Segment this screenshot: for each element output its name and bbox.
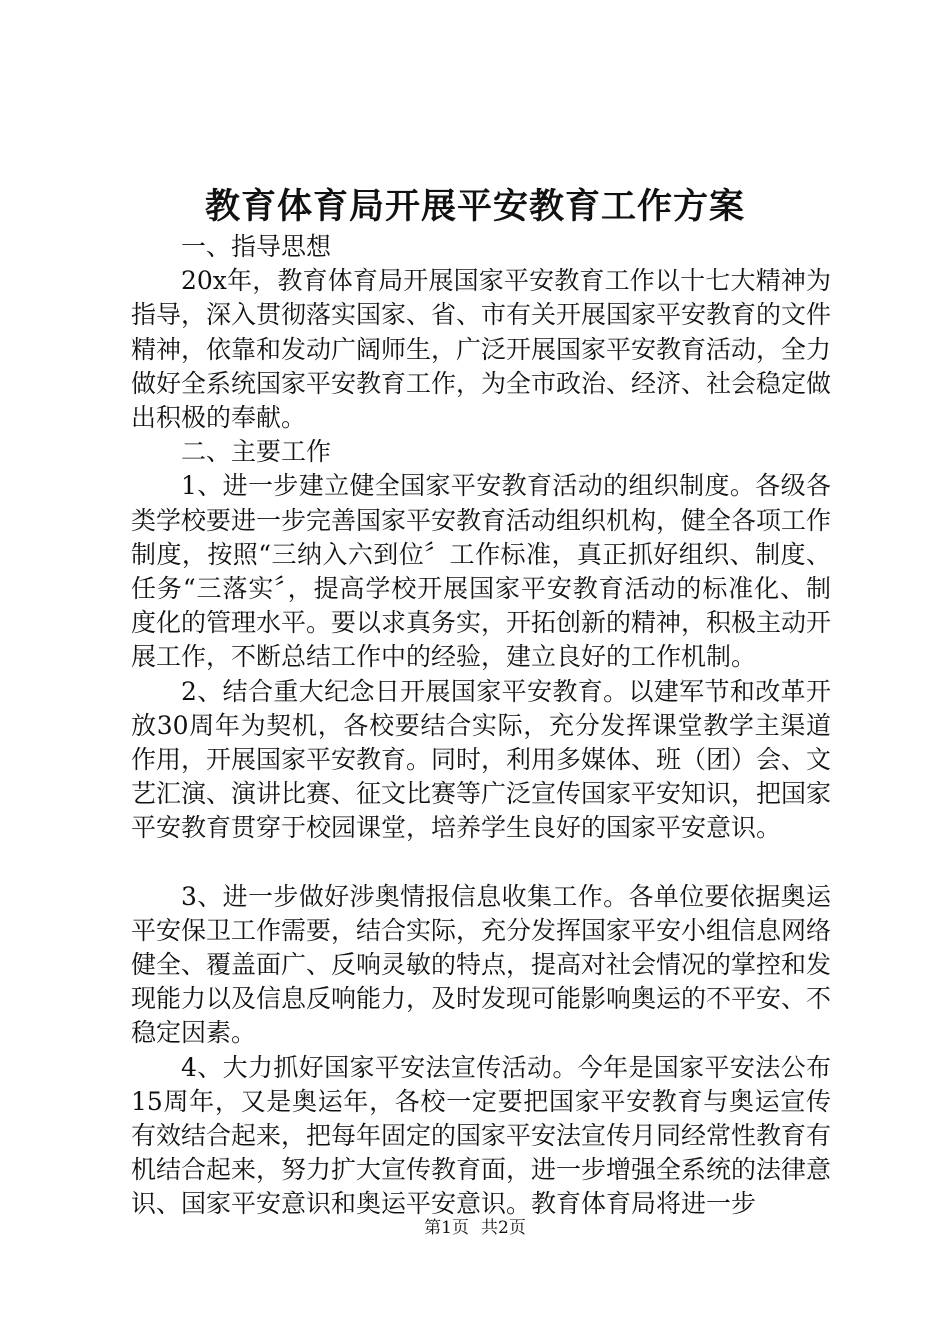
page-footer [0,1216,950,1240]
paragraph-work-item-3: 3、进一步做好涉奥情报信息收集工作。各单位要依据奥运平安保卫工作需要，结合实际，充分发挥国家平安小组信息网络健全、覆盖面广、反响灵敏的特点，提高对社会情况的掌控和发现能力以及信息反响能力，及时发现可能影响奥运的不平安、不稳定因素。 [131,881,832,1048]
paragraph-work-item-1: 1、进一步建立健全国家平安教育活动的组织制度。各级各类学校要进一步完善国家平安教育活动组织机构，健全各项工作制度，按照“三纳入六到位〞工作标准，真正抓好组织、制度、任务“三落实〞，提高学校开展国家平安教育活动的标准化、制度化的管理水平。要以求真务实，开拓创新的精神，积极主动开展工作，不断总结工作中的经验，建立良好的工作机制。 [131,471,832,672]
document-title: 教育体育局开展平安教育工作方案 [204,186,745,227]
paragraph-work-item-4: 4、大力抓好国家平安法宣传活动。今年是国家平安法公布15周年，又是奥运年，各校一定要把国家平安教育与奥运宣传有效结合起来，把每年固定的国家平安法宣传月同经常性教育有机结合起来，努力扩大宣传教育面，进一步增强全系统的法律意识、国家平安意识和奥运平安意识。教育体育局将进一步 [131,1052,832,1219]
document-body [131,230,831,1222]
paragraph-work-item-2: 2、结合重大纪念日开展国家平安教育。以建军节和改革开放30周年为契机，各校要结合实际，充分发挥课堂教学主渠道作用，开展国家平安教育。同时，利用多媒体、班（团）会、文艺汇演、演讲比赛、征文比赛等广泛宣传国家平安知识，把国家平安教育贯穿于校园课堂，培养学生良好的国家平安意识。 [131,676,832,843]
page-number-current: 第1页 [424,1218,469,1238]
paragraph-spacer [131,846,831,880]
page-number-total: 共2页 [481,1218,526,1238]
paragraph-guiding-thought: 20x年，教育体育局开展国家平安教育工作以十七大精神为指导，深入贯彻落实国家、省、市有关开展国家平安教育的文件精神，依靠和发动广阔师生，广泛开展国家平安教育活动，全力做好全系统国家平安教育工作，为全市政治、经济、社会稳定做出积极的奉献。 [131,266,832,433]
section-heading-main-work: 二、主要工作 [181,437,332,467]
section-heading-guiding-thought: 一、指导思想 [181,232,332,261]
